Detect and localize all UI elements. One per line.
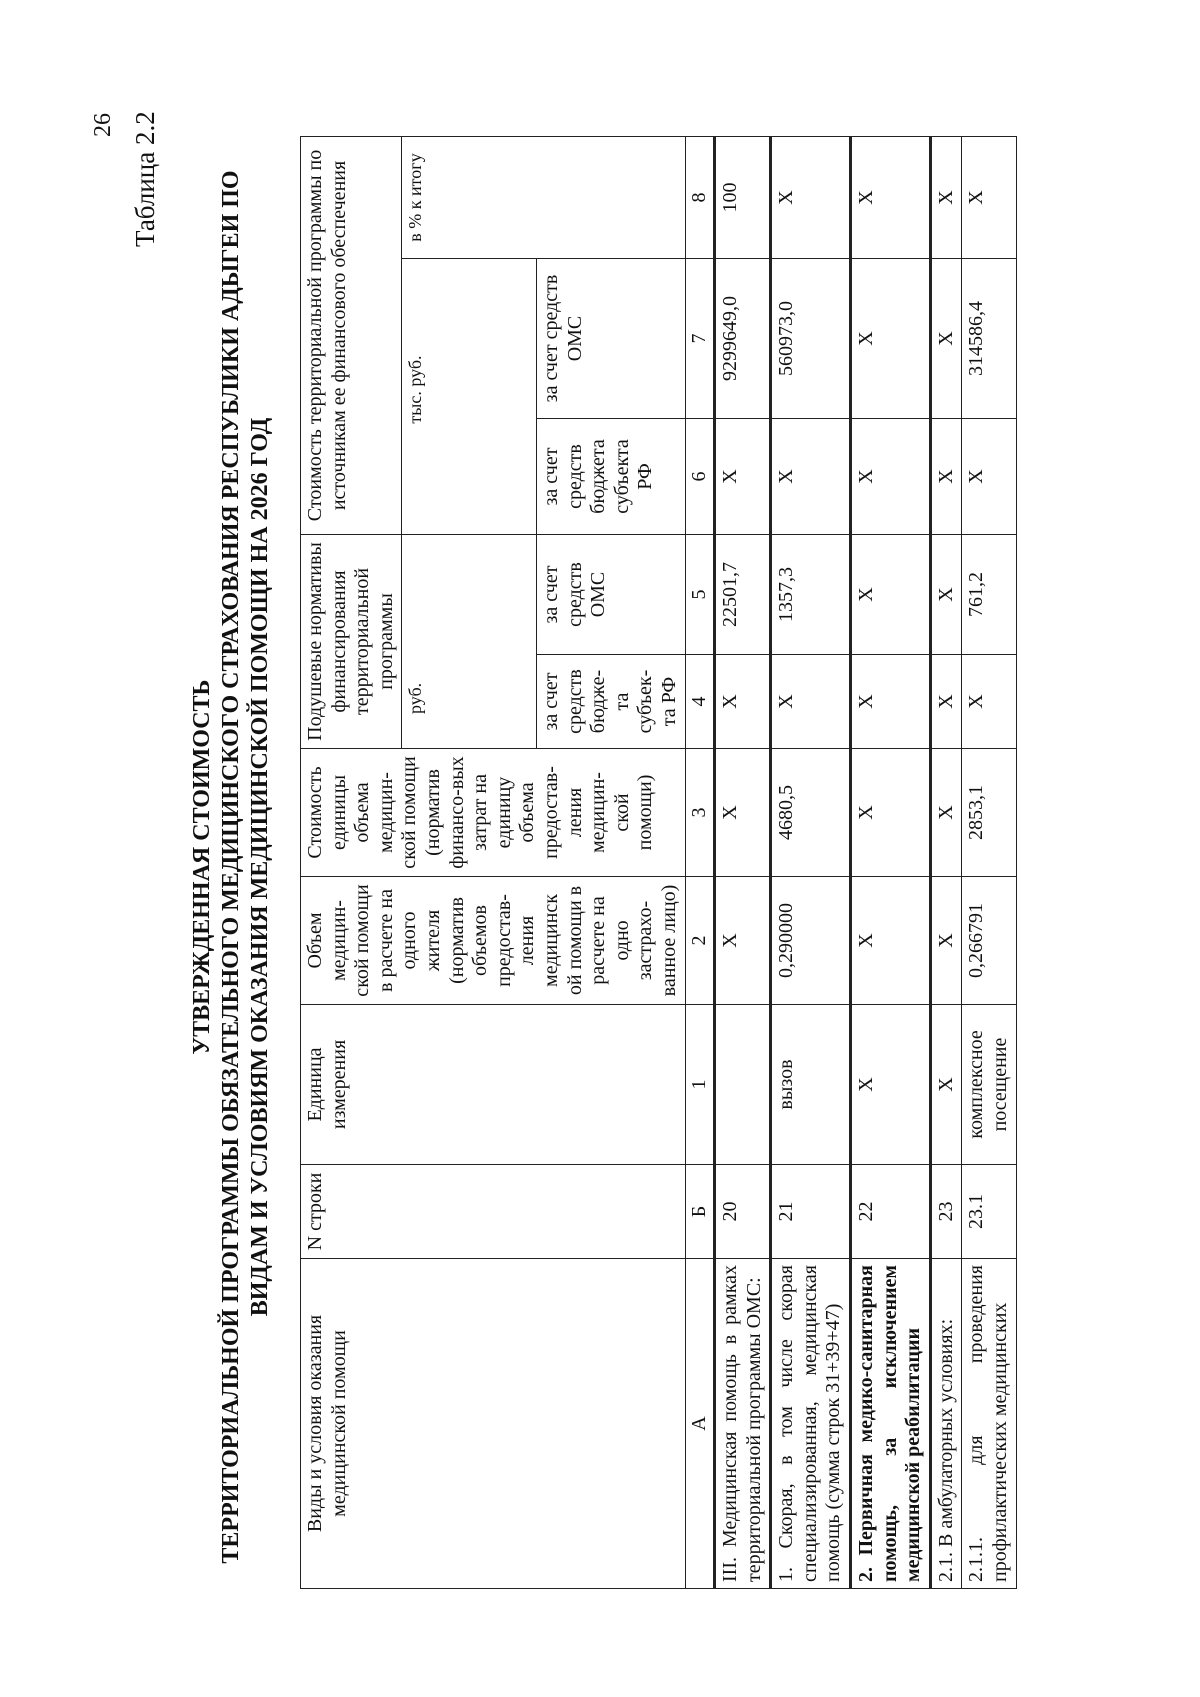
cell-budget-cost: Х	[771, 419, 851, 535]
cell-budget-cost: Х	[930, 419, 962, 535]
cost-table	[300, 136, 1017, 1589]
index-cell: 4	[685, 655, 715, 749]
index-cell: 7	[685, 259, 715, 419]
header-row-number: N строки	[301, 1165, 686, 1259]
cell-oms-cost: 560973,0	[771, 259, 851, 419]
header-oms-per-capita: за счет средств ОМС	[536, 535, 685, 655]
row-number: 22	[851, 1165, 931, 1259]
table-row	[930, 136, 962, 1588]
cell-volume: Х	[930, 877, 962, 1005]
header-oms-cost: за счет средств ОМС	[536, 259, 685, 419]
cell-volume: 0,290000	[771, 877, 851, 1005]
title-line: УТВЕРЖДЕННАЯ СТОИМОСТЬ	[189, 679, 215, 1055]
table-title	[188, 167, 274, 1567]
header-per-capita: Подушевые нормативы финансирования территориальной программы	[301, 535, 402, 749]
cell-unit: комплексное посещение	[962, 1005, 1016, 1165]
cell-percent: Х	[851, 136, 931, 258]
title-line: ТЕРРИТОРИАЛЬНОЙ ПРОГРАММЫ ОБЯЗАТЕЛЬНОГО МЕДИЦИНСКОГО СТРАХОВАНИЯ РЕСПУБЛИКИ АДЫГЕИ ПО	[217, 170, 244, 1564]
header-program-cost: Стоимость территориальной программы по источникам ее финансового обеспечения	[301, 136, 402, 534]
index-cell: 2	[685, 877, 715, 1005]
cell-unit-cost: Х	[930, 749, 962, 877]
table-row	[962, 136, 1016, 1588]
cell-budget-per-capita: Х	[962, 655, 1016, 749]
header-percent-total: в % к итогу	[402, 136, 685, 258]
row-label: III. Медицинская помощь в рамках территориальной программы ОМС:	[715, 1259, 771, 1589]
header-unit: Единица измерения	[301, 1005, 686, 1165]
cell-unit-cost: Х	[851, 749, 931, 877]
cell-oms-cost: 9299649,0	[715, 259, 771, 419]
cell-unit: Х	[930, 1005, 962, 1165]
cell-volume: Х	[715, 877, 771, 1005]
cell-percent: Х	[962, 136, 1016, 258]
cell-budget-cost: Х	[851, 419, 931, 535]
row-number: 21	[771, 1165, 851, 1259]
cell-budget-per-capita: Х	[771, 655, 851, 749]
table-label: Таблица 2.2	[130, 111, 160, 247]
header-thousand-rub-unit: тыс. руб.	[402, 259, 537, 535]
cell-unit: Х	[851, 1005, 931, 1165]
cell-oms-cost: Х	[930, 259, 962, 419]
cell-oms-per-capita: Х	[851, 535, 931, 655]
cell-unit: вызов	[771, 1005, 851, 1165]
index-cell: 5	[685, 535, 715, 655]
row-label: 2.1. В амбулаторных условиях:	[930, 1259, 962, 1589]
header-unit-cost: Стоимость единицы объема медицин-ской помощи (норматив финансо-вых затрат на единицу объема предостав-ления медицин-ской помощи)	[301, 749, 686, 877]
page-number: 26	[90, 113, 116, 137]
row-label: 1. Скорая, в том числе скорая специализированная, медицинская помощь (сумма строк 31+39+47)	[771, 1259, 851, 1589]
header-budget-per-capita: за счет средств бюдже-та субъек-та РФ	[536, 655, 685, 749]
row-number: 23.1	[962, 1165, 1016, 1259]
cell-percent: Х	[930, 136, 962, 258]
cell-oms-per-capita: 1357,3	[771, 535, 851, 655]
column-index-row	[685, 136, 715, 1588]
header-volume: Объем медицин-ской помощи в расчете на одного жителя (норматив объемов предостав-ления медицинск ой помощи в расчете на одно застрахо-ванное лицо)	[301, 877, 686, 1005]
cell-oms-cost: 314586,4	[962, 259, 1016, 419]
row-number: 20	[715, 1165, 771, 1259]
index-cell: Б	[685, 1165, 715, 1259]
cell-percent: 100	[715, 136, 771, 258]
cell-oms-per-capita: Х	[930, 535, 962, 655]
index-cell: 1	[685, 1005, 715, 1165]
index-cell: А	[685, 1259, 715, 1589]
cell-unit-cost: 4680,5	[771, 749, 851, 877]
title-line: ВИДАМ И УСЛОВИЯМ ОКАЗАНИЯ МЕДИЦИНСКОЙ ПОМОЩИ НА 2026 ГОД	[246, 417, 273, 1317]
cell-unit	[715, 1005, 771, 1165]
table-row	[771, 136, 851, 1588]
header-rub-unit: руб.	[402, 535, 537, 749]
row-number: 23	[930, 1165, 962, 1259]
table-row	[851, 136, 931, 1588]
table-row	[715, 136, 771, 1588]
cell-oms-cost: Х	[851, 259, 931, 419]
index-cell: 8	[685, 136, 715, 258]
index-cell: 6	[685, 419, 715, 535]
cell-budget-cost: Х	[715, 419, 771, 535]
row-label: 2. Первичная медико-санитарная помощь, за исключением медицинской реабилитации	[851, 1259, 931, 1589]
cell-budget-per-capita: Х	[930, 655, 962, 749]
header-kinds: Виды и условия оказания медицинской помощи	[301, 1259, 686, 1589]
cell-unit-cost: Х	[715, 749, 771, 877]
header-budget-cost: за счет средств бюджета субъекта РФ	[536, 419, 685, 535]
cell-volume: 0,266791	[962, 877, 1016, 1005]
cell-budget-cost: Х	[962, 419, 1016, 535]
cell-oms-per-capita: 761,2	[962, 535, 1016, 655]
row-label: 2.1.1. для проведения профилактических медицинских	[962, 1259, 1016, 1589]
cell-oms-per-capita: 22501,7	[715, 535, 771, 655]
cell-budget-per-capita: Х	[851, 655, 931, 749]
index-cell: 3	[685, 749, 715, 877]
cell-budget-per-capita: Х	[715, 655, 771, 749]
cell-percent: Х	[771, 136, 851, 258]
cell-volume: Х	[851, 877, 931, 1005]
cell-unit-cost: 2853,1	[962, 749, 1016, 877]
